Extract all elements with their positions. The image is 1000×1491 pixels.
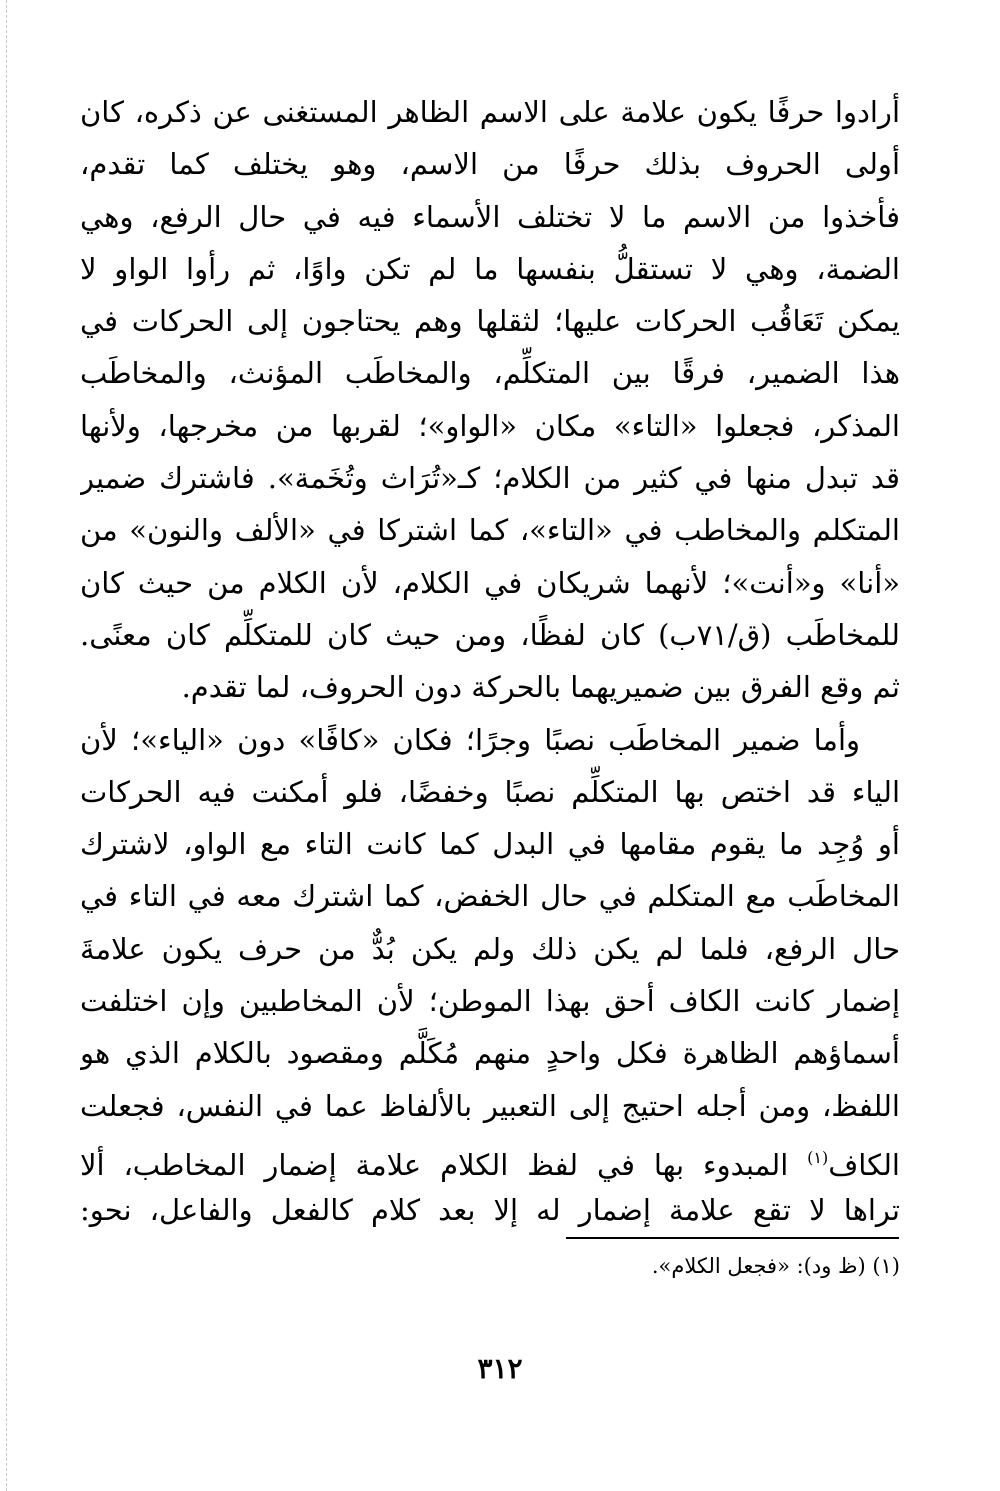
text-line: إضمار كانت الكاف أحق بهذا الموطن؛ لأن المخاطبين وإن اختلفت <box>80 984 900 1019</box>
scan-edge <box>6 0 7 1491</box>
text-line: المتكلم والمخاطب في «التاء»، كما اشتركا في «الألف والنون» من <box>80 513 900 548</box>
footnote-marker: (١) <box>807 1147 829 1167</box>
text-line: أرادوا حرفًا يكون علامة على الاسم الظاهر المستغنى عن ذكره، كان <box>80 95 900 129</box>
text-line: أسماؤهم الظاهرة فكل واحدٍ منهم مُكَلَّم ومقصود بالكلام الذي هو <box>80 1036 900 1071</box>
text-line: أو وُجِد ما يقوم مقامها في البدل كما كانت التاء مع الواو، لاشترك <box>80 827 900 862</box>
text-line: أولى الحروف بذلك حرفًا من الاسم، وهو يختلف كما تقدم، <box>80 147 900 182</box>
paragraph-end-line: ثم وقع الفرق بين ضميريهما بالحركة دون الحروف، لما تقدم. <box>181 670 900 705</box>
text-line: قد تبدل منها في كثير من الكلام؛ كـ«تُرَاث وتُخَمة». فاشترك ضمير <box>80 461 900 496</box>
text-line: «أنا» و«أنت»؛ لأنهما شريكان في الكلام، لأن الكلام من حيث كان <box>80 565 900 600</box>
footnote-separator <box>566 1237 899 1239</box>
text-fragment: الكاف <box>828 1147 900 1182</box>
text-line: هذا الضمير، فرقًا بين المتكلِّم، والمخاطَب المؤنث، والمخاطَب <box>80 356 900 391</box>
text-line: المذكر، فجعلوا «التاء» مكان «الواو»؛ لقربها من مخرجها، ولأنها <box>80 408 900 443</box>
body-text <box>80 86 900 1237</box>
text-line: المخاطَب مع المتكلم في حال الخفض، كما اشترك معه في التاء في <box>80 879 900 914</box>
text-line: فأخذوا من الاسم ما لا تختلف الأسماء فيه في حال الرفع، وهي <box>80 199 900 234</box>
footnote: (١) (ظ ود): «فجعل الكلام». <box>651 1254 900 1278</box>
page-number: ٣١٢ <box>477 1352 523 1385</box>
text-line: حال الرفع، فلما لم يكن ذلك ولم يكن بُدٌّ من حرف يكون علامةَ <box>80 931 900 966</box>
text-line: تراها لا تقع علامة إضمار له إلا بعد كلام كالفعل والفاعل، نحو: <box>80 1193 900 1228</box>
text-line: الضمة، وهي لا تستقلُّ بنفسها ما لم تكن واوًا، ثم رأوا الواو لا <box>80 251 900 286</box>
text-line: اللفظ، ومن أجله احتيج إلى التعبير بالألفاظ عما في النفس، فجعلت <box>80 1088 900 1123</box>
text-fragment: المبدوء بها في لفظ الكلام علامة إضمار المخاطب، ألا <box>80 1147 808 1182</box>
text-line: الياء قد اختص بها المتكلِّم نصبًا وخفضًا، فلو أمكنت فيه الحركات <box>80 774 900 809</box>
text-line: للمخاطَب (ق/٧١ب) كان لفظًا، ومن حيث كان للمتكلِّم كان معنًى. <box>80 617 900 652</box>
text-line: يمكن تَعَاقُب الحركات عليها؛ لثقلها وهم يحتاجون إلى الحركات في <box>80 304 900 339</box>
text-line-with-footnote-mark <box>80 1132 900 1184</box>
paragraph-start-line: وأما ضمير المخاطَب نصبًا وجرًا؛ فكان «كافًا» دون «الياء»؛ لأن <box>80 722 860 757</box>
